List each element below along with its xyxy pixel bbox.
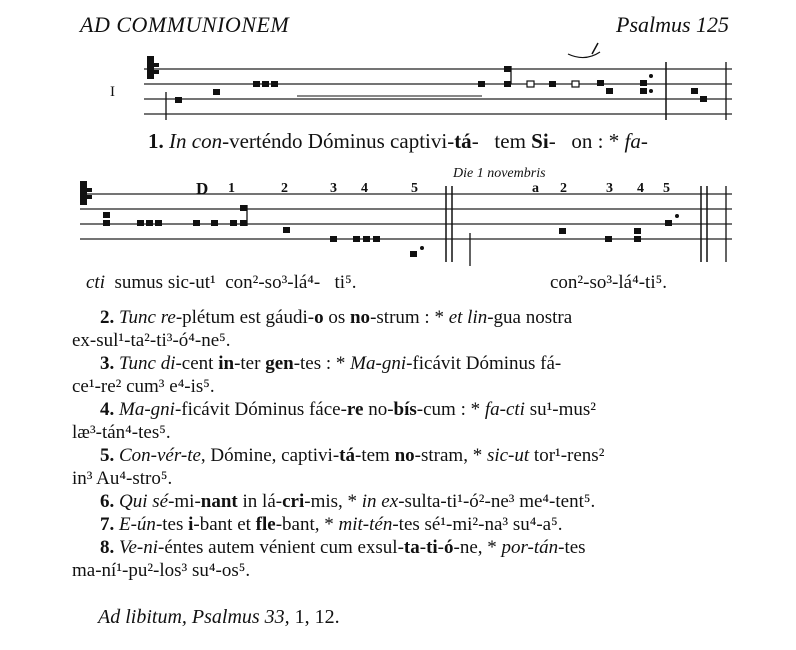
verse-line: ma-ní¹-pu²-los³ su⁴-os⁵. bbox=[72, 560, 251, 581]
termination-label: 4 bbox=[361, 181, 368, 196]
verse-line: 5. Con-vér-te, Dómine, captivi-tá-tem no-stram, * sic-ut tor¹-rens² bbox=[100, 445, 605, 466]
chant-lyrics-line-1: 1. In con-verténdo Dóminus captivi-tá- tem Si- on : * fa- bbox=[148, 129, 648, 153]
section-title: AD COMMUNIONEM bbox=[80, 12, 290, 37]
psalm-reference: Psalmus 125 bbox=[616, 12, 730, 37]
termination-label: 4 bbox=[637, 181, 644, 196]
verse-line: 2. Tunc re-plétum est gáudi-o os no-strum : * et lin-gua nostra bbox=[100, 307, 573, 328]
verse-line: 7. E-ún-tes i-bant et fle-bant, * mit-tén-tes sé¹-mi²-na³ su⁴-a⁵. bbox=[100, 514, 563, 535]
verse-line: 6. Qui sé-mi-nant in lá-cri-mis, * in ex-sulta-ti¹-ó²-ne³ me⁴-tent⁵. bbox=[100, 491, 596, 512]
termination-label: 2 bbox=[281, 181, 288, 196]
termination-label: 5 bbox=[663, 181, 670, 196]
termination-label: D bbox=[196, 179, 209, 198]
verse-line: læ³-tán⁴-tes⁵. bbox=[72, 422, 171, 443]
verse-line: 3. Tunc di-cent in-ter gen-tes : * Ma-gni-ficávit Dóminus fá- bbox=[100, 353, 562, 374]
verse-line: in³ Au⁴-stro⁵. bbox=[72, 468, 173, 489]
chant-lyrics-line-2-alt: con²-so³-lá⁴-ti⁵. bbox=[550, 272, 667, 293]
verse-line: ce¹-re² cum³ e⁴-is⁵. bbox=[72, 376, 215, 397]
termination-label: 1 bbox=[228, 181, 235, 196]
date-rubric: Die 1 novembris bbox=[453, 166, 546, 181]
termination-label: 2 bbox=[560, 181, 567, 196]
verse-line: 4. Ma-gni-ficávit Dóminus fáce-re no-bís-cum : * fa-cti su¹-mus² bbox=[100, 399, 597, 420]
termination-label: 5 bbox=[411, 181, 418, 196]
chant-lyrics-line-2: cti sumus sic-ut¹ con²-so³-lá⁴- ti⁵. bbox=[86, 272, 357, 293]
verse-line: 8. Ve-ni-éntes autem vénient cum exsul-ta-ti-ó-ne, * por-tán-tes bbox=[100, 537, 586, 558]
termination-label: 3 bbox=[330, 181, 337, 196]
verse-line: ex-sul¹-ta²-ti³-ó⁴-ne⁵. bbox=[72, 330, 231, 351]
termination-label: 3 bbox=[606, 181, 613, 196]
psalm-verses bbox=[72, 306, 732, 582]
mode-numeral: I bbox=[110, 84, 115, 100]
termination-label: a bbox=[532, 181, 539, 196]
ad-libitum-note: Ad libitum, Psalmus 33, 1, 12. bbox=[98, 606, 340, 628]
